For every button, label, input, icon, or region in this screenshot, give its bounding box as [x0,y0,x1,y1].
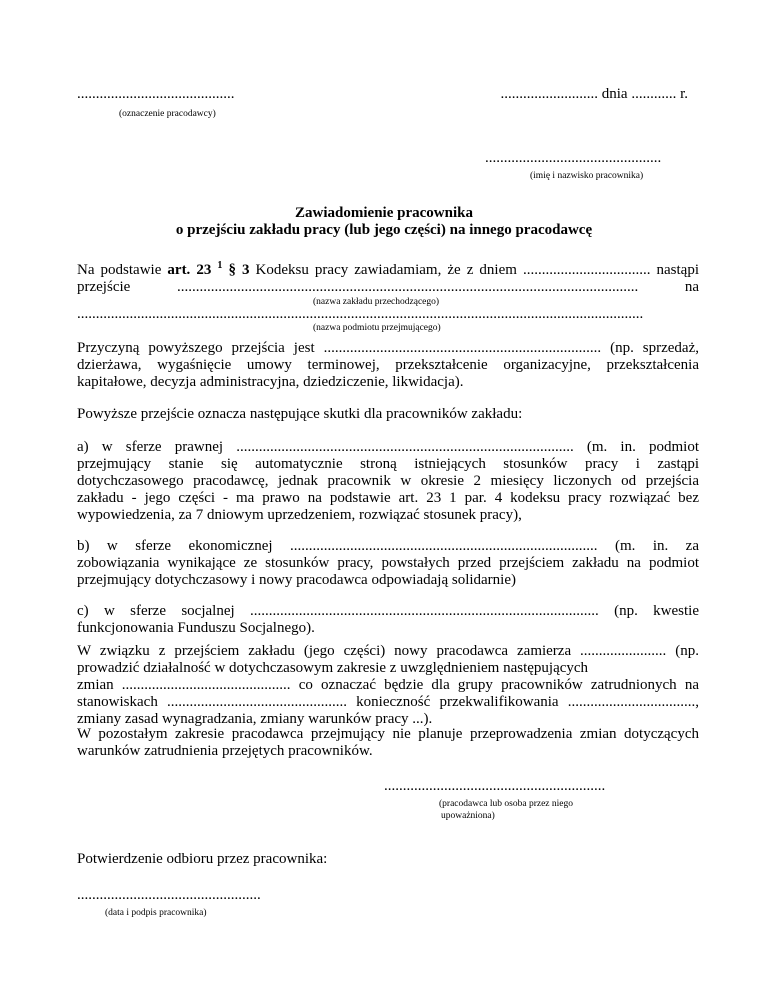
intent-line-4: stanowiskach ................................................ konieczność przekwalifikowania .................................., [77,694,699,710]
document-title: Zawiadomienie pracownika [295,205,473,221]
employee-dots: ............................................... [485,150,662,166]
legal-line-5: wypowiedzenia, za 7 dniowym uprzedzeniem, rozwiązać stosunek pracy), [77,507,522,523]
employer-caption: (oznaczenie pracodawcy) [119,109,216,119]
date-line: .......................... dnia ............ r. [500,86,688,102]
article-ref: art. 23 $^1$ § 3 [167,260,250,278]
intent-paragraph [77,643,699,728]
intent-line-1: W związku z przejściem zakładu (jego części) nowy pracodawca zamierza ....................... (np. [77,643,699,659]
social-line-1: c) w sferze socjalnej ............................................................................................. (np. kwestie [77,603,699,619]
reason-line-1: Przyczyną powyższego przejścia jest .......................................................................... (np. sprzedaż, [77,340,699,356]
intent-line-5: zmiany zasad wynagradzania, zmiany warunków pracy ...). [77,711,433,727]
remaining-line-1: W pozostałym zakresie pracodawca przejmujący nie planuje przeprowadzenia zmian dotyczących [77,726,699,742]
intent-line-2: prowadzić działalność w dotychczasowym zakresie z uwzględnieniem następujących [77,660,589,676]
effects-intro-text: Powyższe przejście oznacza następujące skutki dla pracowników zakładu: [77,406,523,422]
social-line-2: funkcjonowania Funduszu Socjalnego). [77,620,315,636]
legal-line-3: dotychczasowego pracodawcę, jednak pracownik w okresie 2 miesięcy liczonych od przejścia [77,473,699,489]
reason-paragraph [77,340,699,391]
document-subtitle: o przejściu zakładu pracy (lub jego części) na innego pracodawcę [175,222,593,238]
legal-line-1: a) w sferze prawnej .......................................................................................... (m. in. podmiot [77,439,699,455]
caption-transferred: (nazwa zakładu przechodzącego) [313,297,440,307]
intent-line-3: zmian ............................................. co oznaczać będzie dla grupy pracowników zatrudnionych na [77,677,699,693]
social-paragraph [77,603,699,637]
intro-line-2: przejście ........................................................................................................................... na [77,279,699,295]
intro-line-3: ....................................................................................................................................................... [77,306,644,322]
economic-line-3: przejmujący dotychczasowy i nowy pracodawca odpowiadają solidarnie) [77,572,516,588]
economic-line-2: zobowiązania wynikające ze stosunków pracy, powstałych przed przejściem zakładu na podmiot [77,555,699,571]
signature-dots: ........................................................... [384,778,606,794]
intro-text-cont: Kodeksu pracy zawiadamiam, że z dniem .................................. nastąpi [249,262,699,278]
intro-text: Na podstawie [77,262,168,278]
receipt-caption: (data i podpis pracownika) [105,908,207,918]
reason-line-3: kapitałowe, decyzja administracyjna, dziedziczenie, likwidacja). [77,374,464,390]
economic-line-1: b) w sferze ekonomicznej .................................................................................. (m. in. za [77,538,699,554]
intro-line-3-wrap [77,306,699,323]
effects-intro [77,406,699,423]
remaining-paragraph [77,726,699,760]
signature-caption-2: upoważniona) [441,811,495,821]
caption-acquirer: (nazwa podmiotu przejmującego) [313,323,441,333]
intro-paragraph [77,262,699,296]
reason-line-2: dzierżawa, wygaśnięcie umowy terminowej, przekształcenie organizacyjne, przekształcenia [77,357,699,373]
legal-line-4: zakładu - jego części - ma prawo na podstawie art. 23 1 par. 4 kodeksu pracy rozwiązać bez [77,490,699,506]
intro-line-1 [77,262,699,279]
legal-line-2: przejmujący stanie się automatycznie stroną istniejących stosunków pracy i zastąpi [77,456,699,472]
legal-paragraph [77,439,699,524]
economic-paragraph [77,538,699,589]
employee-caption: (imię i nazwisko pracownika) [530,171,644,181]
receipt-dots: ................................................. [77,887,261,903]
receipt-label: Potwierdzenie odbioru przez pracownika: [77,851,328,867]
signature-caption-1: (pracodawca lub osoba przez niego [439,799,573,809]
employer-dots: .......................................... [77,86,235,102]
remaining-line-2: warunków zatrudnienia przejętych pracowników. [77,743,373,759]
